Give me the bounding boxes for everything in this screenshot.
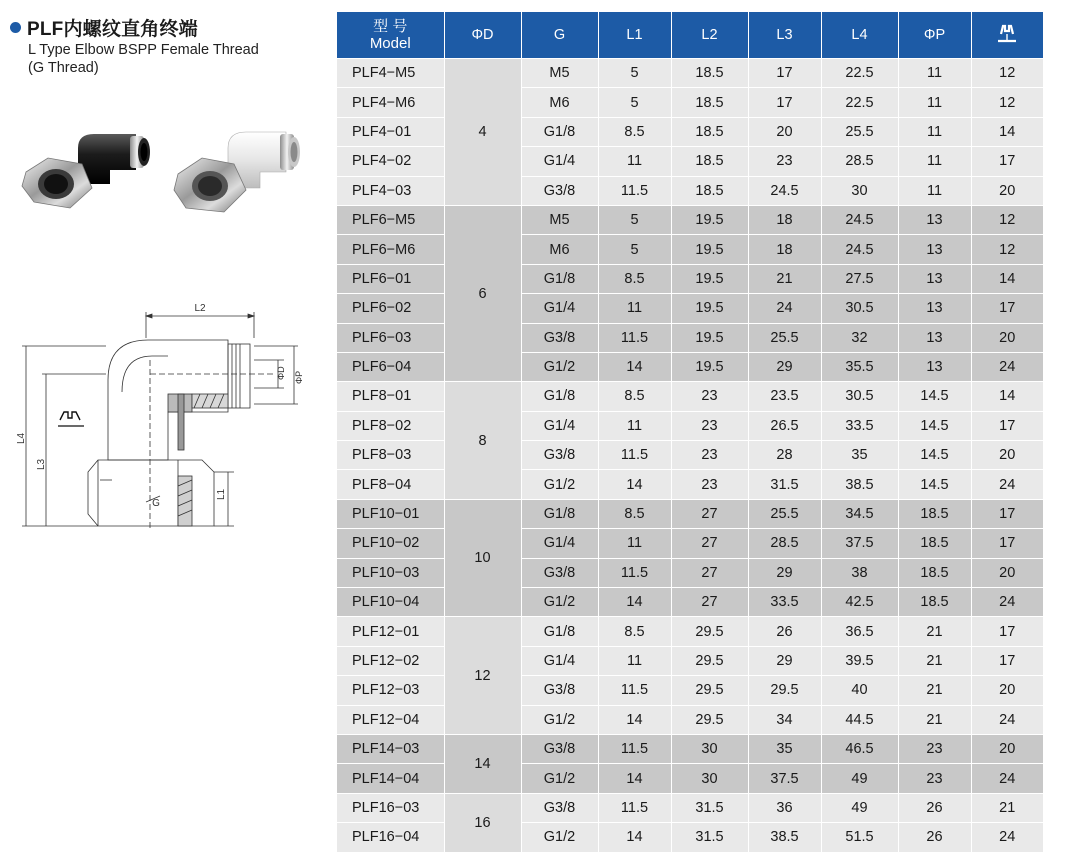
cell-l2: 31.5 xyxy=(671,823,748,852)
cell-p: 13 xyxy=(898,264,971,293)
product-title: PLF内螺纹直角终端 xyxy=(27,19,198,40)
spec-table xyxy=(337,12,1043,852)
cell-l4: 36.5 xyxy=(821,617,898,646)
cell-p: 14.5 xyxy=(898,470,971,499)
cell-g: G3/8 xyxy=(521,176,598,205)
white-elbow-photo xyxy=(174,132,300,212)
cell-g: M6 xyxy=(521,235,598,264)
cell-p: 14.5 xyxy=(898,411,971,440)
cell-l2: 27 xyxy=(671,499,748,528)
cell-model: PLF12−03 xyxy=(337,676,444,705)
cell-p: 18.5 xyxy=(898,499,971,528)
cell-l1: 14 xyxy=(598,588,671,617)
cell-g: G1/4 xyxy=(521,294,598,323)
cell-l3: 35 xyxy=(748,734,821,763)
title-row xyxy=(8,14,338,41)
cell-w: 17 xyxy=(971,617,1043,646)
cell-l2: 18.5 xyxy=(671,147,748,176)
cell-g: G1/8 xyxy=(521,499,598,528)
cell-model: PLF4−01 xyxy=(337,117,444,146)
cell-model: PLF12−02 xyxy=(337,646,444,675)
cell-l3: 31.5 xyxy=(748,470,821,499)
cell-l3: 29 xyxy=(748,352,821,381)
cell-w: 14 xyxy=(971,117,1043,146)
cell-l2: 27 xyxy=(671,558,748,587)
table-row xyxy=(337,705,1043,734)
table-header-row xyxy=(337,12,1043,59)
cell-w: 14 xyxy=(971,264,1043,293)
table-row xyxy=(337,59,1043,88)
cell-g: G3/8 xyxy=(521,558,598,587)
cell-l4: 40 xyxy=(821,676,898,705)
cell-model: PLF10−03 xyxy=(337,558,444,587)
table-row xyxy=(337,411,1043,440)
cell-l3: 33.5 xyxy=(748,588,821,617)
cell-p: 21 xyxy=(898,705,971,734)
table-row xyxy=(337,499,1043,528)
cell-l2: 19.5 xyxy=(671,264,748,293)
cell-p: 14.5 xyxy=(898,382,971,411)
cell-l2: 29.5 xyxy=(671,705,748,734)
table-row xyxy=(337,294,1043,323)
cell-l1: 8.5 xyxy=(598,617,671,646)
table-row xyxy=(337,176,1043,205)
cell-l4: 24.5 xyxy=(821,235,898,264)
table-row xyxy=(337,470,1043,499)
cell-l1: 14 xyxy=(598,823,671,852)
table-row xyxy=(337,588,1043,617)
cell-w: 17 xyxy=(971,147,1043,176)
header-model xyxy=(337,12,444,59)
label-l4: L4 xyxy=(16,432,27,444)
cell-l1: 11.5 xyxy=(598,323,671,352)
cell-l4: 22.5 xyxy=(821,88,898,117)
cell-l4: 25.5 xyxy=(821,117,898,146)
cell-g: G1/2 xyxy=(521,588,598,617)
label-g: G xyxy=(152,498,160,509)
cell-l1: 5 xyxy=(598,59,671,88)
cell-l3: 18 xyxy=(748,205,821,234)
cell-l3: 23 xyxy=(748,147,821,176)
cell-l4: 38.5 xyxy=(821,470,898,499)
table-row xyxy=(337,117,1043,146)
cell-l1: 11 xyxy=(598,411,671,440)
cell-model: PLF10−02 xyxy=(337,529,444,558)
header-g: G xyxy=(521,12,598,59)
header-d: ΦD xyxy=(444,12,521,59)
cell-l1: 11 xyxy=(598,529,671,558)
label-l3: L3 xyxy=(36,458,47,470)
cell-l1: 8.5 xyxy=(598,264,671,293)
cell-l4: 28.5 xyxy=(821,147,898,176)
cell-l3: 34 xyxy=(748,705,821,734)
cell-g: G1/2 xyxy=(521,764,598,793)
cell-l4: 33.5 xyxy=(821,411,898,440)
cell-l2: 29.5 xyxy=(671,646,748,675)
cell-l2: 19.5 xyxy=(671,294,748,323)
cell-w: 17 xyxy=(971,499,1043,528)
cell-p: 21 xyxy=(898,617,971,646)
cell-g: G1/4 xyxy=(521,147,598,176)
cell-diameter: 10 xyxy=(444,499,521,617)
cell-g: G1/2 xyxy=(521,823,598,852)
cell-l1: 11 xyxy=(598,147,671,176)
cell-p: 18.5 xyxy=(898,558,971,587)
cell-l3: 25.5 xyxy=(748,499,821,528)
cell-model: PLF6−03 xyxy=(337,323,444,352)
cell-g: G1/4 xyxy=(521,411,598,440)
cell-g: M5 xyxy=(521,205,598,234)
cell-w: 24 xyxy=(971,588,1043,617)
cell-l1: 11 xyxy=(598,646,671,675)
label-l2: L2 xyxy=(194,303,206,314)
cell-g: G1/8 xyxy=(521,117,598,146)
cell-l3: 29 xyxy=(748,558,821,587)
cell-l3: 20 xyxy=(748,117,821,146)
table-row xyxy=(337,793,1043,822)
cell-w: 21 xyxy=(971,793,1043,822)
cell-l3: 24 xyxy=(748,294,821,323)
cell-l4: 44.5 xyxy=(821,705,898,734)
black-elbow-photo xyxy=(22,134,150,208)
cell-w: 12 xyxy=(971,205,1043,234)
cell-l3: 28 xyxy=(748,441,821,470)
cell-p: 14.5 xyxy=(898,441,971,470)
cell-l4: 35.5 xyxy=(821,352,898,381)
cell-l1: 11.5 xyxy=(598,558,671,587)
cell-l1: 8.5 xyxy=(598,117,671,146)
header-l4: L4 xyxy=(821,12,898,59)
cell-model: PLF10−01 xyxy=(337,499,444,528)
table-row xyxy=(337,235,1043,264)
cell-p: 11 xyxy=(898,88,971,117)
cell-g: G1/4 xyxy=(521,529,598,558)
table-row xyxy=(337,147,1043,176)
cell-p: 23 xyxy=(898,734,971,763)
cell-l3: 23.5 xyxy=(748,382,821,411)
header-model-cn: 型 号 xyxy=(373,18,408,35)
cell-g: G1/8 xyxy=(521,382,598,411)
table-row xyxy=(337,764,1043,793)
cell-l3: 26 xyxy=(748,617,821,646)
cell-l2: 23 xyxy=(671,411,748,440)
cell-g: M5 xyxy=(521,59,598,88)
cell-l4: 49 xyxy=(821,793,898,822)
cell-w: 20 xyxy=(971,558,1043,587)
cell-p: 13 xyxy=(898,205,971,234)
cell-diameter: 16 xyxy=(444,793,521,851)
cell-l3: 37.5 xyxy=(748,764,821,793)
product-subtitle-line2: (G Thread) xyxy=(28,60,99,76)
table-row xyxy=(337,734,1043,763)
cell-diameter: 6 xyxy=(444,205,521,381)
dimension-drawing xyxy=(18,300,338,540)
wrench-icon xyxy=(58,412,84,426)
cell-l2: 19.5 xyxy=(671,323,748,352)
cell-l2: 19.5 xyxy=(671,235,748,264)
cell-w: 17 xyxy=(971,646,1043,675)
cell-w: 17 xyxy=(971,529,1043,558)
cell-w: 24 xyxy=(971,352,1043,381)
cell-model: PLF6−M6 xyxy=(337,235,444,264)
table-row xyxy=(337,646,1043,675)
cell-p: 23 xyxy=(898,764,971,793)
label-phi-d: ΦD xyxy=(276,366,286,380)
cell-l2: 31.5 xyxy=(671,793,748,822)
cell-g: G3/8 xyxy=(521,734,598,763)
table-row xyxy=(337,264,1043,293)
cell-w: 20 xyxy=(971,176,1043,205)
header-l3: L3 xyxy=(748,12,821,59)
cell-l1: 14 xyxy=(598,470,671,499)
product-subtitle-line1: L Type Elbow BSPP Female Thread xyxy=(28,42,259,58)
header-p: ΦP xyxy=(898,12,971,59)
cell-l1: 11.5 xyxy=(598,441,671,470)
cell-model: PLF8−01 xyxy=(337,382,444,411)
cell-l3: 17 xyxy=(748,88,821,117)
cell-w: 20 xyxy=(971,441,1043,470)
cell-l1: 8.5 xyxy=(598,382,671,411)
cell-model: PLF6−04 xyxy=(337,352,444,381)
cell-l3: 29 xyxy=(748,646,821,675)
cell-diameter: 12 xyxy=(444,617,521,735)
cell-l1: 11.5 xyxy=(598,793,671,822)
cell-g: G1/2 xyxy=(521,470,598,499)
cell-l2: 29.5 xyxy=(671,617,748,646)
table-row xyxy=(337,558,1043,587)
cell-g: G1/2 xyxy=(521,352,598,381)
cell-g: G3/8 xyxy=(521,793,598,822)
cell-l4: 32 xyxy=(821,323,898,352)
cell-l4: 38 xyxy=(821,558,898,587)
cell-p: 11 xyxy=(898,176,971,205)
cell-l1: 8.5 xyxy=(598,499,671,528)
cell-l1: 11.5 xyxy=(598,176,671,205)
label-phi-p: ΦP xyxy=(294,370,304,384)
cell-p: 21 xyxy=(898,676,971,705)
cell-diameter: 14 xyxy=(444,734,521,793)
table-row xyxy=(337,352,1043,381)
cell-l2: 18.5 xyxy=(671,117,748,146)
cell-l3: 29.5 xyxy=(748,676,821,705)
cell-p: 18.5 xyxy=(898,588,971,617)
cell-l3: 28.5 xyxy=(748,529,821,558)
cell-model: PLF10−04 xyxy=(337,588,444,617)
cell-l2: 19.5 xyxy=(671,352,748,381)
cell-l3: 17 xyxy=(748,59,821,88)
cell-model: PLF4−02 xyxy=(337,147,444,176)
cell-l2: 27 xyxy=(671,529,748,558)
cell-l3: 24.5 xyxy=(748,176,821,205)
cell-l2: 30 xyxy=(671,764,748,793)
cell-g: G1/2 xyxy=(521,705,598,734)
cell-l1: 11.5 xyxy=(598,734,671,763)
cell-l1: 14 xyxy=(598,764,671,793)
cell-model: PLF14−03 xyxy=(337,734,444,763)
table-row xyxy=(337,205,1043,234)
cell-model: PLF12−04 xyxy=(337,705,444,734)
cell-l1: 14 xyxy=(598,352,671,381)
cell-w: 17 xyxy=(971,294,1043,323)
cell-w: 20 xyxy=(971,676,1043,705)
cell-w: 24 xyxy=(971,823,1043,852)
cell-p: 11 xyxy=(898,59,971,88)
cell-l1: 5 xyxy=(598,205,671,234)
header-l2: L2 xyxy=(671,12,748,59)
table-row xyxy=(337,617,1043,646)
cell-model: PLF12−01 xyxy=(337,617,444,646)
cell-g: G3/8 xyxy=(521,676,598,705)
cell-l3: 38.5 xyxy=(748,823,821,852)
cell-model: PLF4−M6 xyxy=(337,88,444,117)
table-row xyxy=(337,323,1043,352)
product-header xyxy=(8,14,338,77)
cell-l2: 19.5 xyxy=(671,205,748,234)
cell-l1: 11.5 xyxy=(598,676,671,705)
cell-model: PLF4−03 xyxy=(337,176,444,205)
cell-p: 13 xyxy=(898,323,971,352)
cell-l4: 42.5 xyxy=(821,588,898,617)
cell-p: 13 xyxy=(898,352,971,381)
cell-l2: 29.5 xyxy=(671,676,748,705)
cell-p: 11 xyxy=(898,117,971,146)
wrench-icon xyxy=(994,20,1020,46)
spec-table-body xyxy=(337,59,1043,852)
table-row xyxy=(337,823,1043,852)
cell-model: PLF8−02 xyxy=(337,411,444,440)
cell-w: 17 xyxy=(971,411,1043,440)
cell-l4: 24.5 xyxy=(821,205,898,234)
cell-l2: 18.5 xyxy=(671,176,748,205)
cell-w: 12 xyxy=(971,88,1043,117)
cell-l4: 46.5 xyxy=(821,734,898,763)
cell-model: PLF8−03 xyxy=(337,441,444,470)
cell-model: PLF8−04 xyxy=(337,470,444,499)
cell-l3: 21 xyxy=(748,264,821,293)
cell-w: 20 xyxy=(971,323,1043,352)
cell-w: 24 xyxy=(971,764,1043,793)
cell-p: 18.5 xyxy=(898,529,971,558)
cell-l2: 23 xyxy=(671,382,748,411)
cell-l4: 30.5 xyxy=(821,382,898,411)
bullet-icon xyxy=(10,22,21,33)
cell-w: 20 xyxy=(971,734,1043,763)
cell-model: PLF6−M5 xyxy=(337,205,444,234)
cell-diameter: 4 xyxy=(444,59,521,206)
table-row xyxy=(337,676,1043,705)
product-photos xyxy=(18,128,318,224)
cell-p: 11 xyxy=(898,147,971,176)
cell-l4: 39.5 xyxy=(821,646,898,675)
cell-l4: 34.5 xyxy=(821,499,898,528)
cell-l4: 27.5 xyxy=(821,264,898,293)
cell-w: 12 xyxy=(971,59,1043,88)
cell-l2: 18.5 xyxy=(671,88,748,117)
cell-l4: 37.5 xyxy=(821,529,898,558)
cell-g: M6 xyxy=(521,88,598,117)
cell-l3: 25.5 xyxy=(748,323,821,352)
cell-l4: 51.5 xyxy=(821,823,898,852)
cell-model: PLF4−M5 xyxy=(337,59,444,88)
cell-p: 21 xyxy=(898,646,971,675)
cell-g: G1/8 xyxy=(521,264,598,293)
label-l1: L1 xyxy=(216,488,227,500)
cell-l1: 11 xyxy=(598,294,671,323)
cell-model: PLF16−03 xyxy=(337,793,444,822)
cell-diameter: 8 xyxy=(444,382,521,500)
header-wrench xyxy=(971,12,1043,59)
cell-p: 13 xyxy=(898,294,971,323)
header-model-en: Model xyxy=(369,35,411,52)
table-row xyxy=(337,441,1043,470)
cell-g: G3/8 xyxy=(521,323,598,352)
cell-g: G1/4 xyxy=(521,646,598,675)
cell-l4: 35 xyxy=(821,441,898,470)
cell-l2: 23 xyxy=(671,441,748,470)
cell-g: G3/8 xyxy=(521,441,598,470)
cell-l3: 18 xyxy=(748,235,821,264)
table-row xyxy=(337,529,1043,558)
cell-l2: 23 xyxy=(671,470,748,499)
cell-l2: 18.5 xyxy=(671,59,748,88)
cell-l4: 30 xyxy=(821,176,898,205)
table-row xyxy=(337,382,1043,411)
cell-l2: 30 xyxy=(671,734,748,763)
cell-g: G1/8 xyxy=(521,617,598,646)
cell-p: 26 xyxy=(898,793,971,822)
cell-w: 24 xyxy=(971,470,1043,499)
cell-model: PLF6−01 xyxy=(337,264,444,293)
cell-w: 14 xyxy=(971,382,1043,411)
cell-l1: 5 xyxy=(598,235,671,264)
cell-w: 12 xyxy=(971,235,1043,264)
cell-w: 24 xyxy=(971,705,1043,734)
cell-l1: 5 xyxy=(598,88,671,117)
cell-model: PLF6−02 xyxy=(337,294,444,323)
header-l1: L1 xyxy=(598,12,671,59)
cell-p: 13 xyxy=(898,235,971,264)
table-row xyxy=(337,88,1043,117)
cell-l1: 14 xyxy=(598,705,671,734)
cell-l3: 36 xyxy=(748,793,821,822)
cell-l4: 30.5 xyxy=(821,294,898,323)
cell-l2: 27 xyxy=(671,588,748,617)
cell-model: PLF14−04 xyxy=(337,764,444,793)
cell-p: 26 xyxy=(898,823,971,852)
cell-l3: 26.5 xyxy=(748,411,821,440)
cell-l4: 22.5 xyxy=(821,59,898,88)
cell-l4: 49 xyxy=(821,764,898,793)
cell-model: PLF16−04 xyxy=(337,823,444,852)
